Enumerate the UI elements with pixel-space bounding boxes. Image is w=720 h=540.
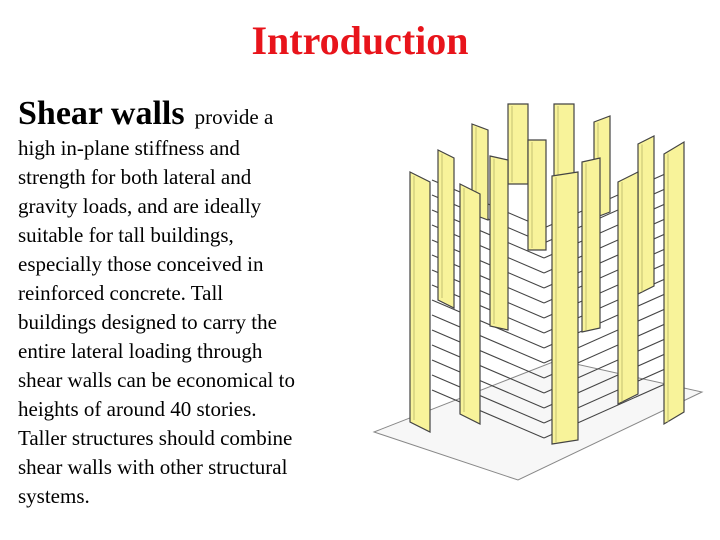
body-line: suitable for tall buildings, bbox=[18, 223, 234, 247]
body-line: high in-plane stiffness and bbox=[18, 136, 240, 160]
body-line: shear walls can be economical to bbox=[18, 368, 295, 392]
body-line: gravity loads, and are ideally bbox=[18, 194, 262, 218]
shear-wall bbox=[410, 172, 430, 432]
shear-wall bbox=[582, 158, 600, 332]
body-line: reinforced concrete. Tall bbox=[18, 281, 224, 305]
body-line: strength for both lateral and bbox=[18, 165, 252, 189]
body-line: systems. bbox=[18, 484, 90, 508]
shear-wall bbox=[664, 142, 684, 424]
lead-term: Shear walls bbox=[18, 95, 185, 132]
floor-slab-edge bbox=[432, 315, 544, 363]
shear-wall bbox=[460, 184, 480, 424]
body-line: especially those conceived in bbox=[18, 252, 264, 276]
body-paragraph bbox=[18, 134, 343, 511]
lead-rest: provide a bbox=[194, 105, 274, 129]
body-line: shear walls with other structural bbox=[18, 455, 288, 479]
body-line: entire lateral loading through bbox=[18, 339, 263, 363]
body-line: Taller structures should combine bbox=[18, 426, 293, 450]
shear-wall bbox=[638, 136, 654, 294]
floor-slab-edge bbox=[432, 330, 544, 378]
body-line: heights of around 40 stories. bbox=[18, 397, 257, 421]
body-line: buildings designed to carry the bbox=[18, 310, 277, 334]
floor-slab-edge bbox=[432, 300, 544, 348]
shear-wall bbox=[508, 104, 528, 184]
slide-title: Introduction bbox=[251, 18, 469, 63]
floor-slab-edge bbox=[432, 345, 544, 393]
shear-wall bbox=[528, 140, 546, 250]
shear-wall-building-illustration bbox=[368, 92, 708, 482]
lead-line bbox=[18, 96, 273, 138]
shear-wall bbox=[618, 172, 638, 404]
shear-wall bbox=[490, 156, 508, 330]
shear-wall bbox=[438, 150, 454, 308]
